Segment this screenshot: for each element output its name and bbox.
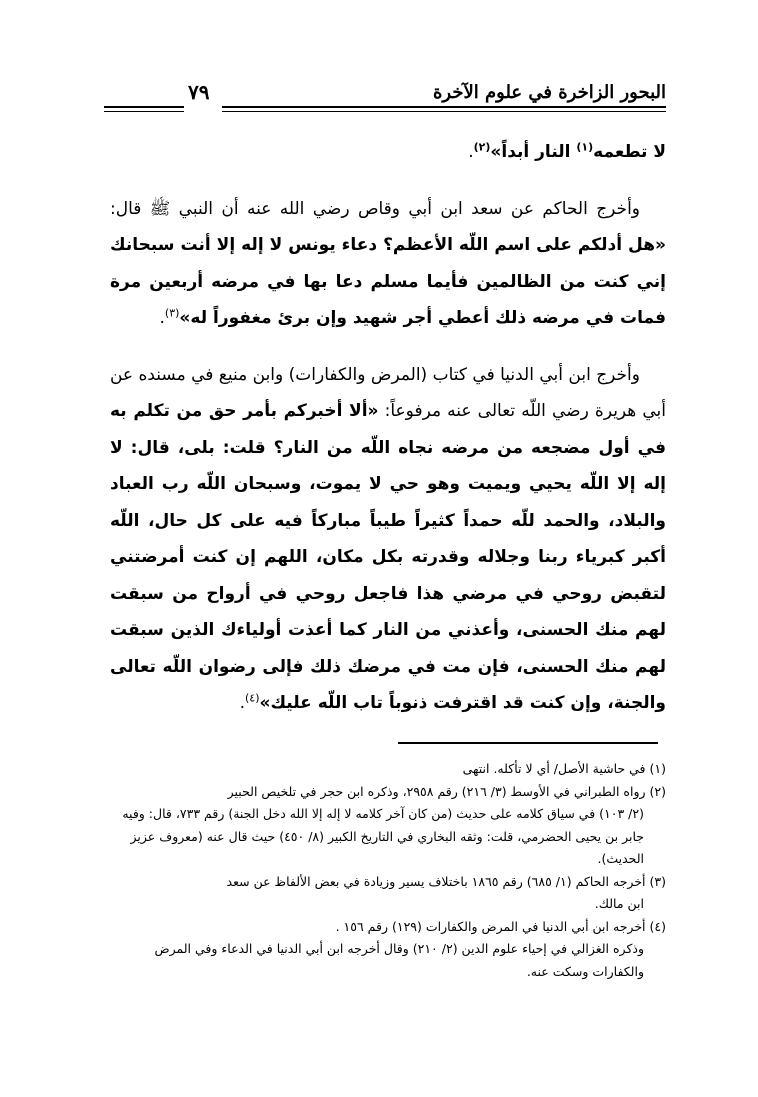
footnote-text: أخرجه ابن أبي الدنيا في المرض والكفارات (١٢٩) رقم ١٥٦ . [335, 918, 646, 934]
footnote-number: (١) [649, 761, 666, 776]
book-title: البحور الزاخرة في علوم الآخرة [432, 82, 666, 103]
p3-hadith: «ألا أخبركم بأمر حق من تكلم به في أول مضجعه من مرضه نجاه اللّه من النار؟ قلت: بلى، قال: لا إله إلا اللّه يحيي ويميت وهو حي لا يموت، وسبحان اللّه رب العباد والبلاد، والحمد للّه حمداً كثيراً طيباً مباركاً فيه على كل حال، اللّه أكبر كبرياء ربنا وجلاله وقدرته بكل مكان، اللهم إن كنت أمرضتني لتقبض روحي في مرضي هذا فاجعل روحي في أرواح من سبقت لهم منك الحسنى، وأعذني من النار كما أعذت أولياءك الذين سبقت لهم منك الحسنى، فإن مت في مرضك ذلك فإلى رضوان اللّه تعالى والجنة، وإن كنت قد اقترفت ذنوباً تاب اللّه عليك» [110, 401, 666, 713]
header-rule-right-thin [222, 111, 666, 112]
footnote-2-continued: (٢/ ١٠٣) في سياق كلامه على حديث (من كان آخر كلامه لا إله إلا الله دخل الجنة) رقم ٧٣٣، قال: وفيه جابر بن يحيى الحضرمي، قلت: وثقه البخاري في التاريخ الكبير (٨/ ٤٥٠) حيث قال عنه (معروف عزيز الحديث). [122, 806, 644, 866]
footnote-ref-3: (٣) [164, 306, 180, 320]
footnote-1 [100, 758, 666, 781]
header-rule-left [104, 106, 184, 108]
footnote-4-continued: وذكره الغزالي في إحياء علوم الدين (٢/ ٢١٠) وقال أخرجه ابن أبي الدنيا في الدعاء وفي المرض والكفارات وسكت عنه. [154, 941, 644, 979]
footnote-ref-1: (١) [576, 140, 594, 154]
header-rule-left-thin [104, 111, 184, 112]
footnote-3 [100, 871, 666, 894]
footnote-separator [398, 742, 658, 744]
header-rule-right [222, 106, 666, 108]
p2-intro: وأخرج الحاكم عن سعد ابن أبي وقاص رضي الله عنه أن النبي ﷺ قال: [110, 198, 640, 219]
p2-end: . [159, 308, 165, 328]
paragraph-3 [110, 357, 666, 722]
p3-intro: وأخرج ابن أبي الدنيا في كتاب (المرض والكفارات) وابن منيع في مسنده عن أبي هريرة رضي اللّه تعالى عنه مرفوعاً: [109, 364, 666, 421]
footnote-2 [100, 781, 666, 804]
footnote-text: في حاشية الأصل/ أي لا تأكله. انتهى [462, 761, 646, 776]
footnote-3-continued: ابن مالك. [594, 896, 644, 911]
p1-text: لا تطعمه [593, 142, 666, 162]
footnote-ref-2: (٢) [473, 140, 491, 154]
footnote-number: (٤) [649, 918, 666, 934]
footnote-text: أخرجه الحاكم (١/ ٦٨٥) رقم ١٨٦٥ باختلاف يسير وزيادة في بعض الألفاظ عن سعد [226, 873, 646, 889]
p1-end: . [468, 142, 474, 162]
page-number: ٧٩ [188, 80, 210, 104]
p3-end: . [239, 693, 245, 713]
footnote-4 [100, 916, 666, 939]
p2-hadith: «هل أدلكم على اسم اللّه الأعظم؟ دعاء يونس لا إله إلا أنت سبحانك إني كنت من الظالمين فأيما مسلم دعا بها في مرضه أربعين مرة فمات في مرضه ذلك أعطي أجر شهيد وإن برئ مغفوراً له» [110, 235, 666, 328]
footnote-number: (٣) [649, 873, 666, 889]
main-text [110, 134, 666, 722]
footnotes [100, 758, 666, 983]
footnote-number: (٢) [649, 783, 666, 799]
paragraph-1 [110, 134, 666, 171]
paragraph-2 [110, 191, 666, 337]
footnote-ref-4: (٤) [244, 691, 260, 705]
p1-rest: النار أبداً» [490, 142, 577, 162]
footnote-text: رواه الطبراني في الأوسط (٣/ ٢١٦) رقم ٢٩٥٨، وذكره ابن حجر في تلخيص الحبير [227, 783, 646, 799]
